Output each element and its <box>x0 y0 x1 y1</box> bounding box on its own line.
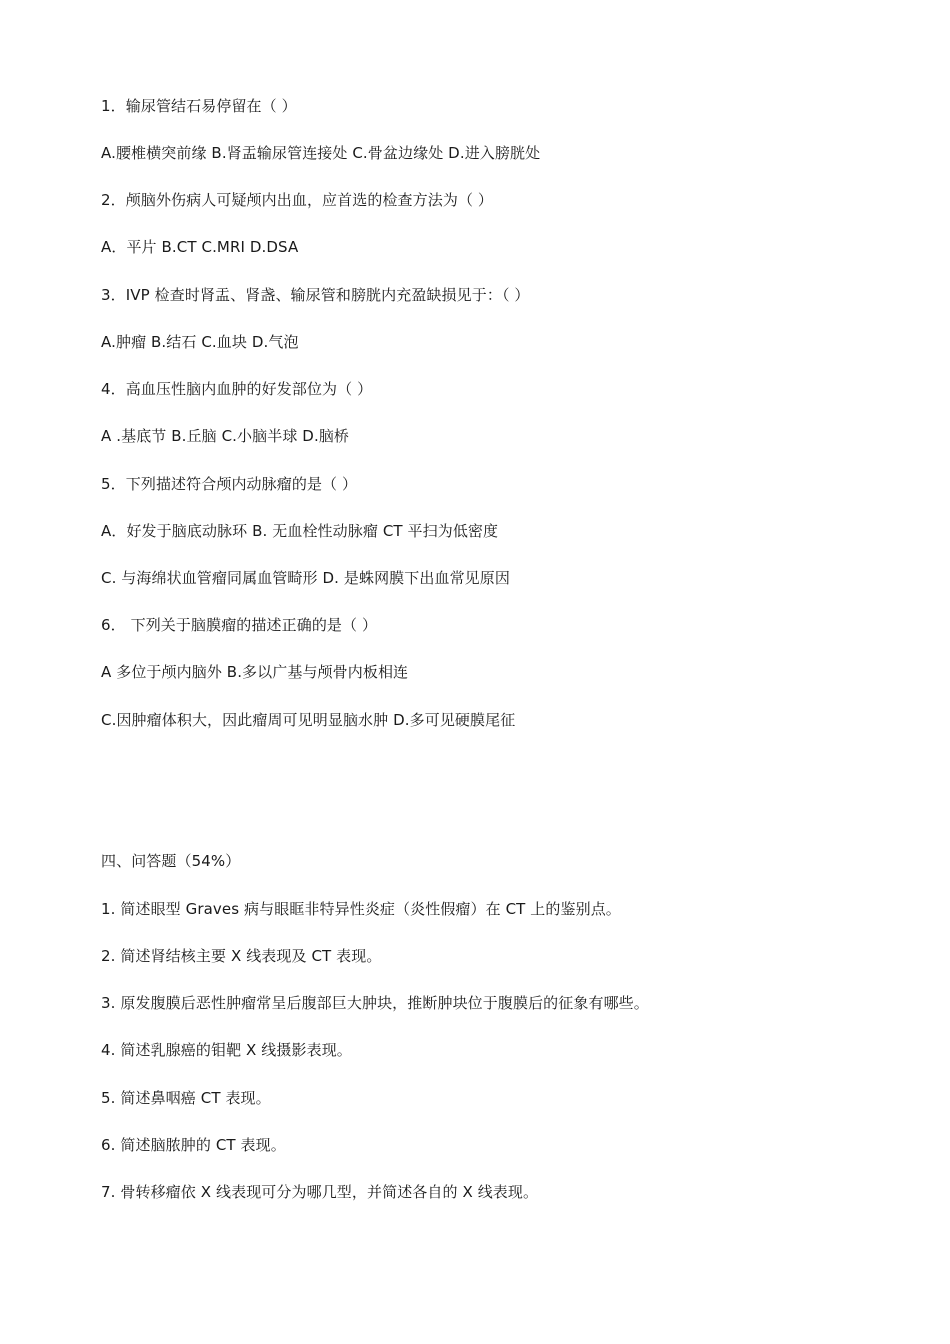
question-2: 2．颅脑外伤病人可疑颅内出血，应首选的检查方法为（ ） <box>101 191 494 209</box>
question-3-options: A.肿瘤 B.结石 C.血块 D.气泡 <box>101 333 299 351</box>
question-3: 3．IVP 检查时肾盂、肾盏、输尿管和膀胱内充盈缺损见于：（ ） <box>101 286 530 304</box>
question-6-options-line-1: A 多位于颅内脑外 B.多以广基与颅骨内板相连 <box>101 663 409 681</box>
essay-question-3: 3. 原发腹膜后恶性肿瘤常呈后腹部巨大肿块，推断肿块位于腹膜后的征象有哪些。 <box>101 994 649 1012</box>
question-4-options: A .基底节 B.丘脑 C.小脑半球 D.脑桥 <box>101 427 350 445</box>
essay-question-1: 1. 简述眼型 Graves 病与眼眶非特异性炎症（炎性假瘤）在 CT 上的鉴别点。 <box>101 900 621 918</box>
question-4: 4．高血压性脑内血肿的好发部位为（ ） <box>101 380 373 398</box>
question-5: 5．下列描述符合颅内动脉瘤的是（ ） <box>101 475 358 493</box>
essay-question-6: 6. 简述脑脓肿的 CT 表现。 <box>101 1136 286 1154</box>
question-2-options: A．平片 B.CT C.MRI D.DSA <box>101 238 299 256</box>
question-1-options: A.腰椎横突前缘 B.肾盂输尿管连接处 C.骨盆边缘处 D.进入膀胱处 <box>101 144 541 162</box>
essay-question-7: 7. 骨转移瘤依 X 线表现可分为哪几型，并简述各自的 X 线表现。 <box>101 1183 539 1201</box>
question-6: 6． 下列关于脑膜瘤的描述正确的是（ ） <box>101 616 378 634</box>
essay-question-4: 4. 简述乳腺癌的钼靶 X 线摄影表现。 <box>101 1041 352 1059</box>
question-5-options-line-1: A．好发于脑底动脉环 B. 无血栓性动脉瘤 CT 平扫为低密度 <box>101 522 499 540</box>
section-four-heading: 四、问答题（54%） <box>101 852 241 870</box>
essay-question-5: 5. 简述鼻咽癌 CT 表现。 <box>101 1089 271 1107</box>
essay-question-2: 2. 简述肾结核主要 X 线表现及 CT 表现。 <box>101 947 382 965</box>
question-1: 1．输尿管结石易停留在（ ） <box>101 97 297 115</box>
question-5-options-line-2: C. 与海绵状血管瘤同属血管畸形 D. 是蛛网膜下出血常见原因 <box>101 569 510 587</box>
question-6-options-line-2: C.因肿瘤体积大，因此瘤周可见明显脑水肿 D.多可见硬膜尾征 <box>101 711 516 729</box>
